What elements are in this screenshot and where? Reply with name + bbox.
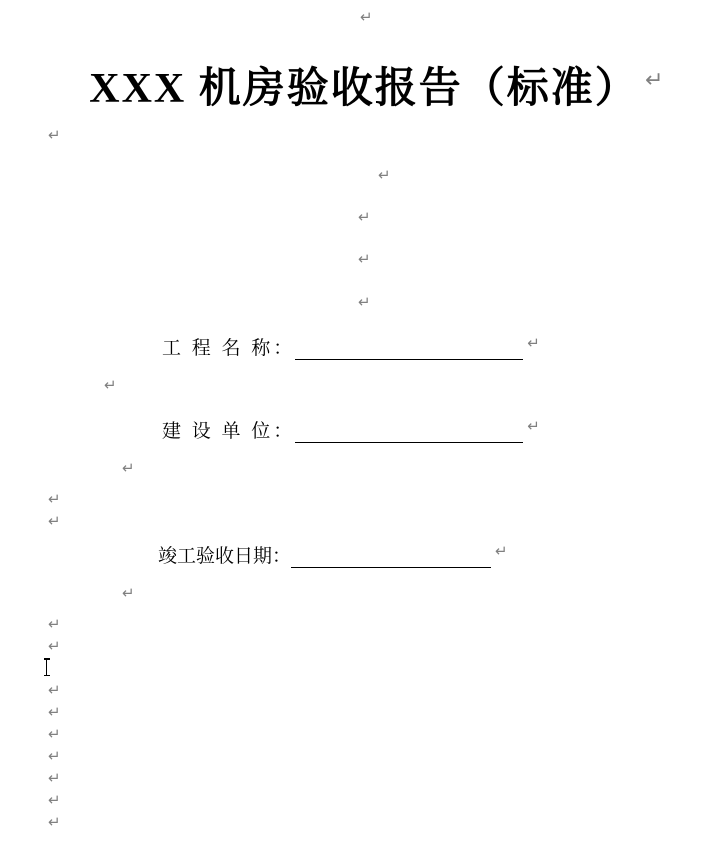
field-project-name-label: 工 程 名 称： [162, 338, 296, 359]
text-caret [46, 658, 47, 676]
page-title: XXX 机房验收报告（标准） [89, 66, 639, 112]
paragraph-mark: ↵ [378, 166, 391, 184]
paragraph-mark: ↵ [122, 459, 135, 477]
paragraph-mark: ↵ [48, 637, 61, 655]
paragraph-mark: ↵ [48, 512, 61, 530]
title-paragraph-mark: ↵ [645, 68, 664, 93]
paragraph-mark: ↵ [358, 293, 371, 311]
paragraph-mark: ↵ [48, 490, 61, 508]
paragraph-mark: ↵ [358, 208, 371, 226]
paragraph-mark: ↵ [48, 791, 61, 809]
field-completion-date-paragraph-mark: ↵ [495, 542, 508, 560]
paragraph-mark: ↵ [48, 769, 61, 787]
paragraph-mark: ↵ [48, 725, 61, 743]
field-project-name-paragraph-mark: ↵ [527, 334, 540, 352]
paragraph-mark: ↵ [360, 8, 373, 26]
paragraph-mark: ↵ [122, 584, 135, 602]
paragraph-mark: ↵ [48, 681, 61, 699]
paragraph-mark: ↵ [48, 126, 61, 144]
field-completion-date [158, 541, 508, 568]
field-completion-date-label: 竣工验收日期： [158, 546, 292, 567]
paragraph-mark: ↵ [48, 703, 61, 721]
paragraph-mark: ↵ [48, 615, 61, 633]
paragraph-mark: ↵ [48, 747, 61, 765]
field-project-name [162, 333, 540, 360]
field-construction-unit-label: 建 设 单 位： [162, 421, 296, 442]
field-construction-unit-paragraph-mark: ↵ [527, 417, 540, 435]
field-construction-unit [162, 416, 540, 443]
paragraph-mark: ↵ [104, 376, 117, 394]
field-project-name-input[interactable] [295, 339, 523, 360]
field-construction-unit-input[interactable] [295, 422, 523, 443]
paragraph-mark: ↵ [358, 250, 371, 268]
paragraph-mark: ↵ [48, 813, 61, 831]
field-completion-date-input[interactable] [291, 547, 491, 568]
